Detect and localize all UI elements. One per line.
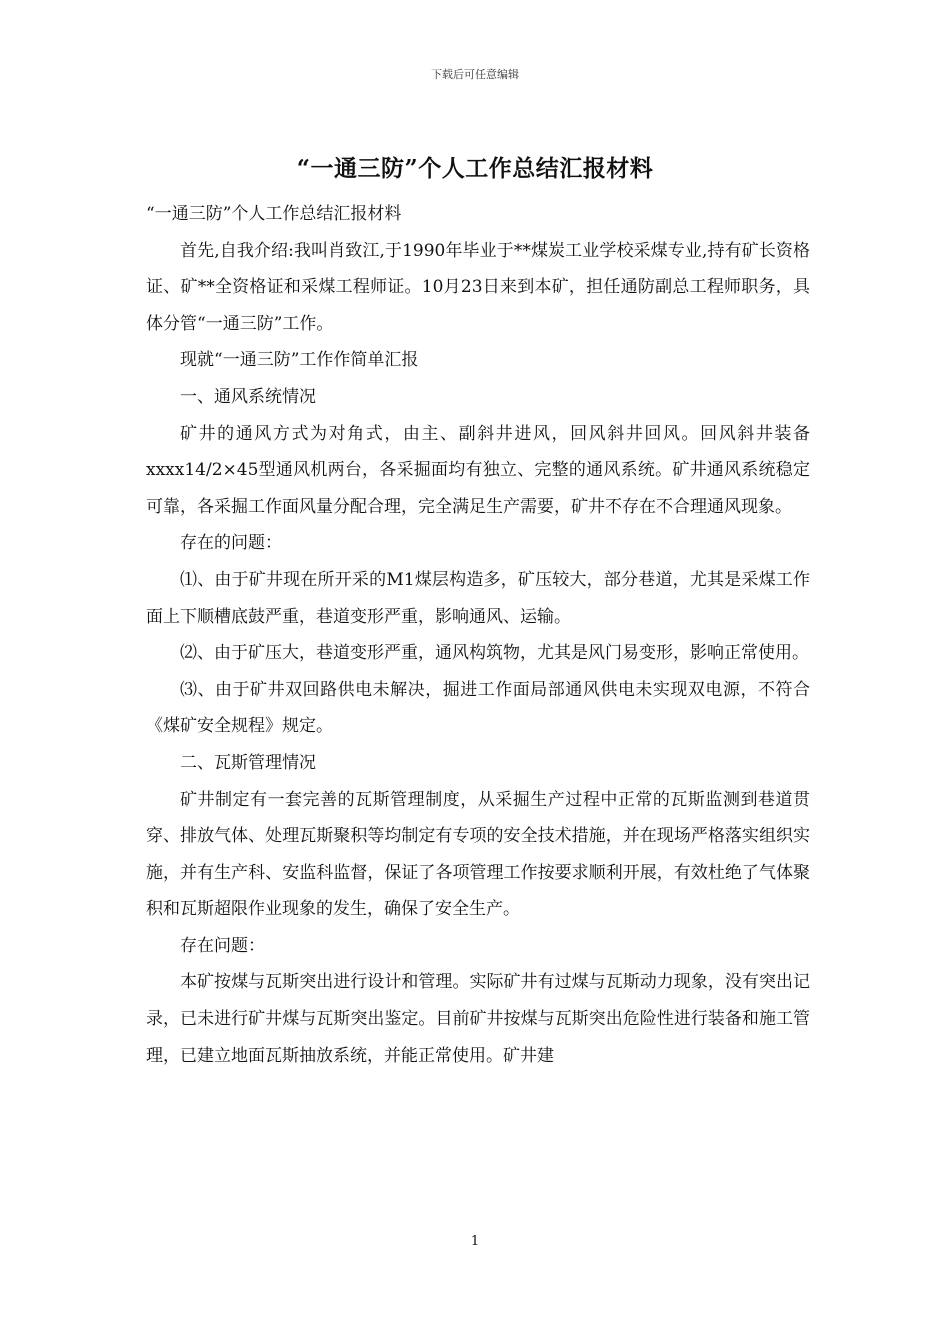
- subtitle-paragraph: “一通三防”个人工作总结汇报材料: [146, 204, 402, 224]
- gas-management-paragraph: 矿井制定有一套完善的瓦斯管理制度，从采掘生产过程中正常的瓦斯监测到巷道贯穿、排放气体、处理瓦斯聚积等均制定有专项的安全技术措施，并在现场严格落实组织实施，并有生产科、安监科监督，保证了各项管理工作按要求顺利开展，有效杜绝了气体聚积和瓦斯超限作业现象的发生，确保了安全生产。: [146, 789, 810, 920]
- header-note: 下载后可任意编辑: [431, 68, 519, 81]
- report-intro-paragraph: 现就“一通三防”工作作简单汇报: [180, 350, 419, 371]
- gas-problems-paragraph: 本矿按煤与瓦斯突出进行设计和管理。实际矿井有过煤与瓦斯动力现象，没有突出记录，已未进行矿井煤与瓦斯突出鉴定。目前矿井按煤与瓦斯突出危险性进行装备和施工管理，已建立地面瓦斯抽放系统，并能正常使用。矿井建: [146, 972, 810, 1066]
- problem-item-3: ⑶、由于矿井双回路供电未解决，掘进工作面局部通风供电未实现双电源，不符合《煤矿安全规程》规定。: [146, 679, 810, 737]
- problems-heading: 存在的问题：: [180, 533, 282, 554]
- section-heading-gas: 二、瓦斯管理情况: [180, 752, 316, 773]
- document-title: “一通三防”个人工作总结汇报材料: [296, 155, 654, 182]
- problem-item-1: ⑴、由于矿井现在所开采的M1煤层构造多，矿压较大，部分巷道，尤其是采煤工作面上下顺槽底鼓严重，巷道变形严重，影响通风、运输。: [146, 569, 810, 627]
- ventilation-paragraph: 矿井的通风方式为对角式，由主、副斜井进风，回风斜井回风。回风斜井装备xxxx14/2×45型通风机两台，各采掘面均有独立、完整的通风系统。矿井通风系统稳定可靠，各采掘工作面风量分配合理，完全满足生产需要，矿井不存在不合理通风现象。: [146, 423, 810, 517]
- intro-paragraph: 首先,自我介绍:我叫肖致江,于1990年毕业于**煤炭工业学校采煤专业,持有矿长资格证、矿**全资格证和采煤工程师证。10月23日来到本矿，担任通防副总工程师职务，具体分管“一通三防”工作。: [146, 240, 810, 334]
- problem-item-2: ⑵、由于矿压大，巷道变形严重，通风构筑物，尤其是风门易变形，影响正常使用。: [180, 643, 809, 664]
- page-number: 1: [470, 1234, 480, 1249]
- document-body: [146, 196, 810, 1074]
- section-heading-ventilation: 一、通风系统情况: [180, 386, 316, 407]
- gas-problems-heading: 存在问题：: [180, 935, 265, 956]
